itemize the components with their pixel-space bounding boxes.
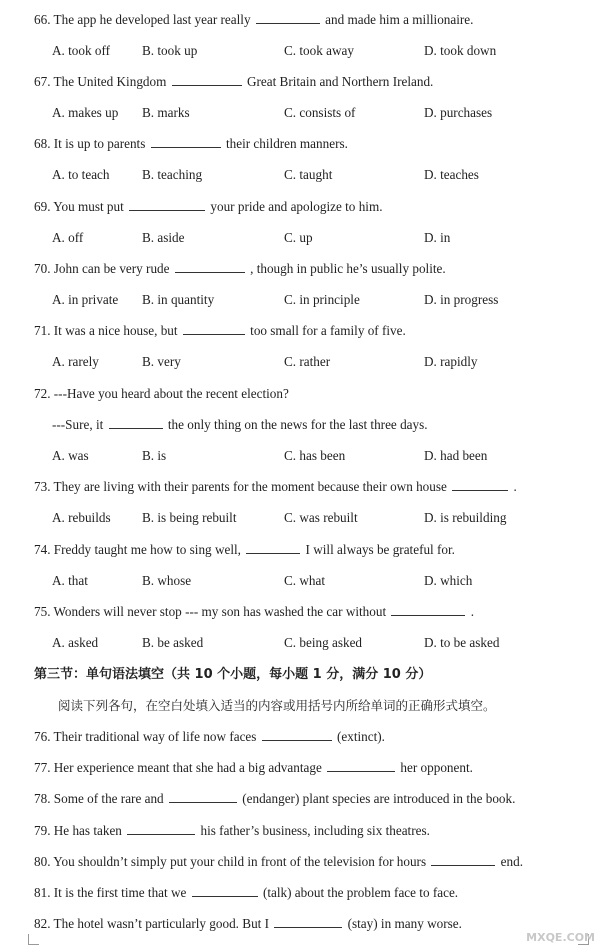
answer-blank[interactable]: [192, 884, 258, 897]
question-text: his father’s business, including six theatres.: [197, 823, 430, 838]
question-stem: [34, 853, 523, 871]
answer-option[interactable]: D. had been: [424, 448, 488, 463]
question-stem: [34, 73, 433, 91]
answer-blank[interactable]: [262, 728, 332, 741]
question-text: .: [467, 604, 475, 619]
question-stem: [34, 759, 473, 777]
answer-option[interactable]: D. in progress: [424, 292, 499, 307]
question-text: It was a nice house, but: [53, 323, 181, 338]
question-number: 73.: [34, 479, 54, 494]
answer-option[interactable]: A. off: [52, 230, 84, 245]
question-text: Freddy taught me how to sing well,: [53, 542, 245, 557]
answer-blank[interactable]: [127, 822, 195, 835]
answer-option[interactable]: B. aside: [142, 230, 185, 245]
answer-option[interactable]: C. has been: [284, 448, 346, 463]
answer-option[interactable]: A. that: [52, 573, 88, 588]
page-corner-mark: [28, 934, 39, 945]
question-number: 67.: [34, 74, 54, 89]
answer-option[interactable]: C. rather: [284, 354, 331, 369]
question-text: (endanger) plant species are introduced in the book.: [238, 791, 516, 806]
answer-option[interactable]: B. is being rebuilt: [142, 510, 237, 525]
question-text: You shouldn’t simply put your child in front of the television for hours: [53, 854, 430, 869]
answer-option[interactable]: A. was: [52, 448, 89, 463]
answer-option[interactable]: C. taught: [284, 167, 333, 182]
answer-option[interactable]: A. to teach: [52, 167, 110, 182]
answer-option[interactable]: D. purchases: [424, 105, 493, 120]
question-number: 69.: [34, 199, 54, 214]
question-stem: [34, 790, 515, 808]
question-number: 77.: [34, 760, 54, 775]
answer-option[interactable]: A. asked: [52, 635, 99, 650]
question-text: Great Britain and Northern Ireland.: [243, 74, 434, 89]
question-stem: [34, 603, 474, 621]
question-number: 72.: [34, 386, 54, 401]
answer-option[interactable]: D. in: [424, 230, 451, 245]
answer-option[interactable]: C. took away: [284, 43, 354, 58]
question-text: It is the first time that we: [53, 885, 190, 900]
answer-option[interactable]: B. in quantity: [142, 292, 215, 307]
answer-blank[interactable]: [183, 322, 245, 335]
question-text: .: [510, 479, 517, 494]
answer-blank[interactable]: [256, 11, 320, 24]
answer-blank[interactable]: [391, 603, 465, 616]
answer-option[interactable]: A. in private: [52, 292, 119, 307]
question-stem: [34, 822, 430, 840]
question-text: end.: [497, 854, 524, 869]
answer-blank[interactable]: [129, 198, 205, 211]
question-text: (stay) in many worse.: [344, 916, 462, 931]
question-text: Some of the rare and: [53, 791, 167, 806]
watermark: MXQE.COM: [526, 931, 595, 944]
question-text: their children manners.: [222, 136, 348, 151]
question-number: 74.: [34, 542, 54, 557]
question-number: 81.: [34, 885, 54, 900]
question-text: ---Sure, it: [52, 417, 107, 432]
answer-blank[interactable]: [109, 416, 163, 429]
question-text: (talk) about the problem face to face.: [259, 885, 459, 900]
question-text: You must put: [53, 199, 128, 214]
question-text: Wonders will never stop --- my son has washed the car without: [53, 604, 390, 619]
answer-option[interactable]: C. consists of: [284, 105, 356, 120]
question-text: your pride and apologize to him.: [207, 199, 383, 214]
question-text: and made him a millionaire.: [321, 12, 474, 27]
question-stem: [34, 135, 348, 153]
question-text: Their traditional way of life now faces: [53, 729, 260, 744]
question-number: 70.: [34, 261, 54, 276]
answer-option[interactable]: D. took down: [424, 43, 497, 58]
answer-blank[interactable]: [431, 853, 495, 866]
question-number: 66.: [34, 12, 54, 27]
answer-blank[interactable]: [246, 541, 300, 554]
answer-blank[interactable]: [172, 73, 242, 86]
question-text: (extinct).: [333, 729, 385, 744]
answer-option[interactable]: D. which: [424, 573, 473, 588]
answer-option[interactable]: C. being asked: [284, 635, 363, 650]
question-text: Her experience meant that she had a big advantage: [53, 760, 326, 775]
answer-option[interactable]: A. makes up: [52, 105, 119, 120]
question-stem: [34, 541, 455, 559]
question-text: I will always be grateful for.: [302, 542, 455, 557]
answer-blank[interactable]: [327, 759, 395, 772]
question-number: 76.: [34, 729, 54, 744]
question-stem: [34, 198, 383, 216]
answer-blank[interactable]: [151, 135, 221, 148]
answer-option[interactable]: D. teaches: [424, 167, 479, 182]
question-text: They are living with their parents for the moment because their own house: [53, 479, 451, 494]
answer-option[interactable]: C. was rebuilt: [284, 510, 358, 525]
question-text: the only thing on the news for the last three days.: [164, 417, 428, 432]
answer-option[interactable]: C. in principle: [284, 292, 360, 307]
answer-option[interactable]: D. to be asked: [424, 635, 500, 650]
question-text: He has taken: [53, 823, 126, 838]
answer-blank[interactable]: [169, 790, 237, 803]
question-text: , though in public he’s usually polite.: [246, 261, 446, 276]
question-stem: [34, 728, 385, 746]
question-stem: [34, 11, 473, 29]
question-number: 79.: [34, 823, 54, 838]
answer-option[interactable]: B. very: [142, 354, 181, 369]
answer-option[interactable]: A. rarely: [52, 354, 99, 369]
question-stem: [34, 884, 458, 902]
question-text: The hotel wasn’t particularly good. But I: [53, 916, 273, 931]
section-instruction: 阅读下列各句，在空白处填入适当的内容或用括号内所给单词的正确形式填空。: [58, 698, 496, 713]
answer-blank[interactable]: [452, 478, 508, 491]
answer-option[interactable]: C. up: [284, 230, 313, 245]
question-text: It is up to parents: [53, 136, 149, 151]
question-text: The United Kingdom: [53, 74, 170, 89]
question-number: 75.: [34, 604, 54, 619]
answer-option[interactable]: C. what: [284, 573, 326, 588]
question-stem: [34, 322, 406, 340]
answer-option[interactable]: B. took up: [142, 43, 198, 58]
question-number: 82.: [34, 916, 54, 931]
question-stem: [34, 478, 517, 496]
question-number: 71.: [34, 323, 54, 338]
answer-option[interactable]: A. took off: [52, 43, 110, 58]
question-text: too small for a family of five.: [246, 323, 406, 338]
question-stem: [34, 385, 289, 403]
answer-option[interactable]: B. be asked: [142, 635, 204, 650]
answer-option[interactable]: B. teaching: [142, 167, 203, 182]
answer-blank[interactable]: [175, 260, 245, 273]
question-text: her opponent.: [397, 760, 473, 775]
answer-option[interactable]: D. rapidly: [424, 354, 478, 369]
question-number: 78.: [34, 791, 54, 806]
question-text: The app he developed last year really: [53, 12, 254, 27]
question-text: ---Have you heard about the recent election?: [53, 386, 289, 401]
answer-option[interactable]: D. is rebuilding: [424, 510, 507, 525]
answer-option[interactable]: B. whose: [142, 573, 192, 588]
question-number: 68.: [34, 136, 54, 151]
question-stem: [34, 260, 446, 278]
answer-option[interactable]: B. marks: [142, 105, 190, 120]
section-heading: 第三节：单句语法填空（共 10 个小题，每小题 1 分，满分 10 分）: [34, 667, 432, 682]
question-text: John can be very rude: [53, 261, 173, 276]
question-stem: [34, 915, 462, 933]
answer-option[interactable]: B. is: [142, 448, 167, 463]
answer-blank[interactable]: [274, 915, 342, 928]
question-stem: [52, 416, 428, 434]
question-number: 80.: [34, 854, 54, 869]
answer-option[interactable]: A. rebuilds: [52, 510, 111, 525]
